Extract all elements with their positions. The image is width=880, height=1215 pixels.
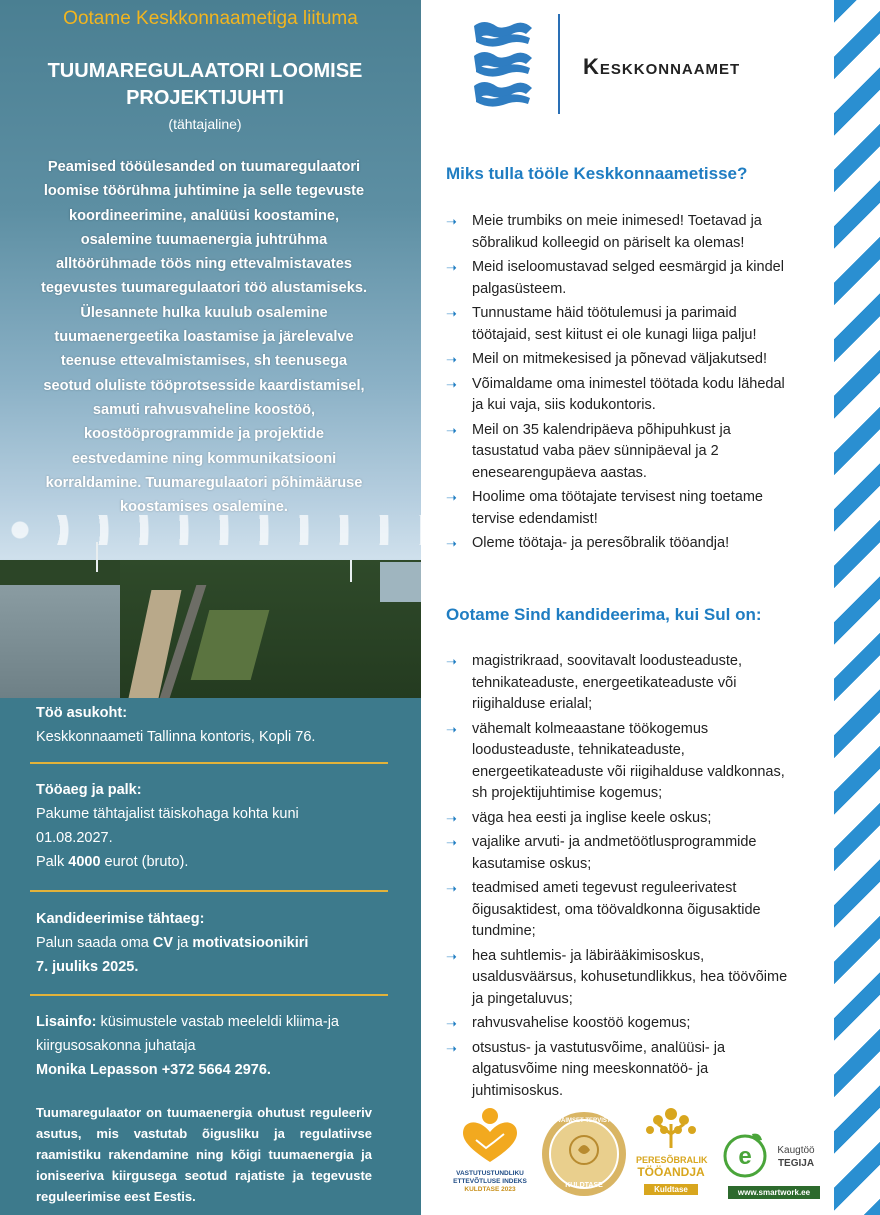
job-title: TUUMAREGULAATORI LOOMISE PROJEKTIJUHTI: [47, 60, 363, 109]
requirements-list: [446, 651, 796, 1105]
family-friendly-employer-badge: PERESÕBRALIK TÖÖANDJA Kuldtase: [636, 1104, 706, 1204]
coat-of-arms-icon: [466, 16, 538, 112]
requirements-heading: Ootame Sind kandideerima, kui Sul on:: [446, 605, 762, 624]
list-item: ➝ vähemalt kolmeaastane töökogemus loodusteaduste, tehnikateaduste, energeetikateaduste või riigihalduse valdkonnas, sh projektijuhtimise kogemus;: [446, 720, 785, 801]
arrow-icon: ➝: [446, 835, 457, 850]
arrow-icon: ➝: [446, 376, 457, 392]
list-item: ➝ teadmised ameti tegevust reguleerivatest õigusaktidest, oma töövaldkonna õigusaktide tundmine;: [446, 880, 761, 939]
arrow-icon: ➝: [446, 422, 457, 438]
list-item: ➝ Oleme töötaja- ja peresõbralik tööandja!: [446, 533, 796, 555]
list-item: ➝ Võimaldame oma inimestel töötada kodu lähedal ja kui vaja, siis kodukontoris.: [446, 375, 785, 413]
decorative-stripe: [834, 0, 880, 1215]
location-section: Töö asukoht: Keskkonnaameti Tallinna kontoris, Kopli 76.: [36, 705, 316, 745]
contact-section: Lisainfo: küsimustele vastab meeleldi kliima-ja kiirgusosakonna juhataja Monika Lepasson +372 5664 2976.: [36, 1014, 339, 1078]
salary-section: Tööaeg ja palk: Pakume tähtajalist täiskohaga kohta kuni 01.08.2027. Palk 4000 eurot (bruto).: [36, 782, 299, 870]
list-item: ➝ rahvusvahelise koostöö kogemus;: [446, 1013, 796, 1035]
remote-work-badge: e Kaugtöö TEGIJA www.smartwork.ee: [714, 1104, 824, 1204]
list-item: ➝ Meid iseloomustavad selged eesmärgid ja kindel palgasüsteem.: [446, 259, 784, 297]
list-item: ➝ hea suhtlemis- ja läbirääkimisoskus, usaldusväärsus, kohusetundlikkus, hea töövõime ja pingetaluvus;: [446, 947, 788, 1007]
why-heading: Miks tulla tööle Keskkonnaametisse?: [446, 164, 748, 183]
recruitment-notice: Ootame Keskkonnaametiga liituma: [63, 8, 358, 29]
arrow-icon: ➝: [446, 306, 457, 321]
list-item: ➝ Meil on mitmekesised ja põnevad väljakutsed!: [446, 349, 796, 371]
left-column: [0, 0, 421, 1215]
arrow-icon: ➝: [446, 214, 457, 229]
list-item: ➝ Tunnustame häid töötulemusi ja parimaid töötajaid, sest kiitust ei ole kunagi liiga palju!: [446, 305, 757, 343]
arrow-icon: ➝: [446, 352, 457, 367]
arrow-icon: ➝: [446, 490, 457, 505]
job-description: Peamised tööülesanded on tuumaregulaatori loomise töörühma juhtimine ja selle tegevuste koordineerimine, analüüsi koostamine, osalemine tuumaenergia juhtrühma alltöörühmade töös ning ettevalmistavates tegevustes tuumaregulaatori töö alustamiseks. Ülesannete hulka kuulub osalemine tuumaenergeetika loastamise ja järelevalve teenuse ettevalmistamises, sh teenusega seotud oluliste tööprotsesside kaardistamisel, samuti rahvusvaheline koostöö, koostööprogrammide ja projektide eestvedamine ning kommunikatsiooni korraldamine. Tuumaregulaatori põhimääruse koostamises osalemine.: [40, 159, 368, 516]
logo-divider: [558, 14, 560, 114]
list-item: ➝ otsustus- ja vastutusvõime, analüüsi- ja algatusvõime ning meeskonnatöö- ja juhtimisoskus.: [446, 1039, 726, 1099]
regulator-description: Tuumaregulaator on tuumaenergia ohutust reguleeriv asutus, mis vastutab õigusliku ja regulatiivse raamistiku rakendamine ning kõigi tuumaenergia ja ioniseeriva kiirgusega seotud rajatiste ja tegevuste reguleerimise eest Eestis.: [36, 1105, 372, 1204]
job-type: (tähtajaline): [168, 116, 242, 132]
tree-icon: [636, 1104, 706, 1150]
divider: [30, 890, 388, 892]
arrow-icon: ➝: [446, 1016, 457, 1031]
benefits-list: [446, 211, 796, 558]
divider: [30, 762, 388, 764]
mental-health-badge: VAIMSET TERVIST KULDTASE: [540, 1104, 628, 1204]
arrow-icon: ➝: [446, 1040, 457, 1056]
arrow-icon: ➝: [446, 881, 457, 896]
divider: [30, 994, 388, 996]
e-logo-icon: [722, 1130, 768, 1180]
list-item: ➝ Meil on 35 kalendripäeva põhipuhkust ja tasustatud vaba päev sünnipäeval ja 2 enesearengupäeva aastas.: [446, 421, 731, 481]
heart-hands-icon: [448, 1104, 532, 1166]
responsible-business-badge: VASTUTUSTUNDLIKU ETTEVÕTLUSE INDEKS KULDTASE 2023: [448, 1104, 532, 1204]
list-item: ➝ magistrikraad, soovitavalt loodusteaduste, tehnikateaduste, energeetikateaduste või riigihalduse erialal;: [446, 653, 743, 712]
arrow-icon: ➝: [446, 721, 457, 737]
list-item: ➝ väga hea eesti ja inglise keele oskus;: [446, 808, 796, 830]
organization-logo-text: Keskkonnaamet: [583, 54, 741, 79]
arrow-icon: ➝: [446, 260, 457, 275]
list-item: ➝ Meie trumbiks on meie inimesed! Toetavad ja sõbralikud kolleegid on päriselt ka olemas!: [446, 213, 762, 251]
list-item: ➝ Hoolime oma töötajate tervisest ning toetame tervise edendamist!: [446, 489, 763, 527]
arrow-icon: ➝: [446, 654, 457, 669]
list-item: ➝ vajalike arvuti- ja andmetöötlusprogrammide kasutamise oskus;: [446, 834, 757, 872]
arrow-icon: ➝: [446, 948, 457, 964]
arrow-icon: ➝: [446, 810, 457, 826]
svg-text:e: e: [738, 1143, 752, 1170]
arrow-icon: ➝: [446, 536, 457, 551]
deadline-section: Kandideerimise tähtaeg: Palun saada oma CV ja motivatsioonikiri 7. juuliks 2025.: [36, 911, 309, 975]
